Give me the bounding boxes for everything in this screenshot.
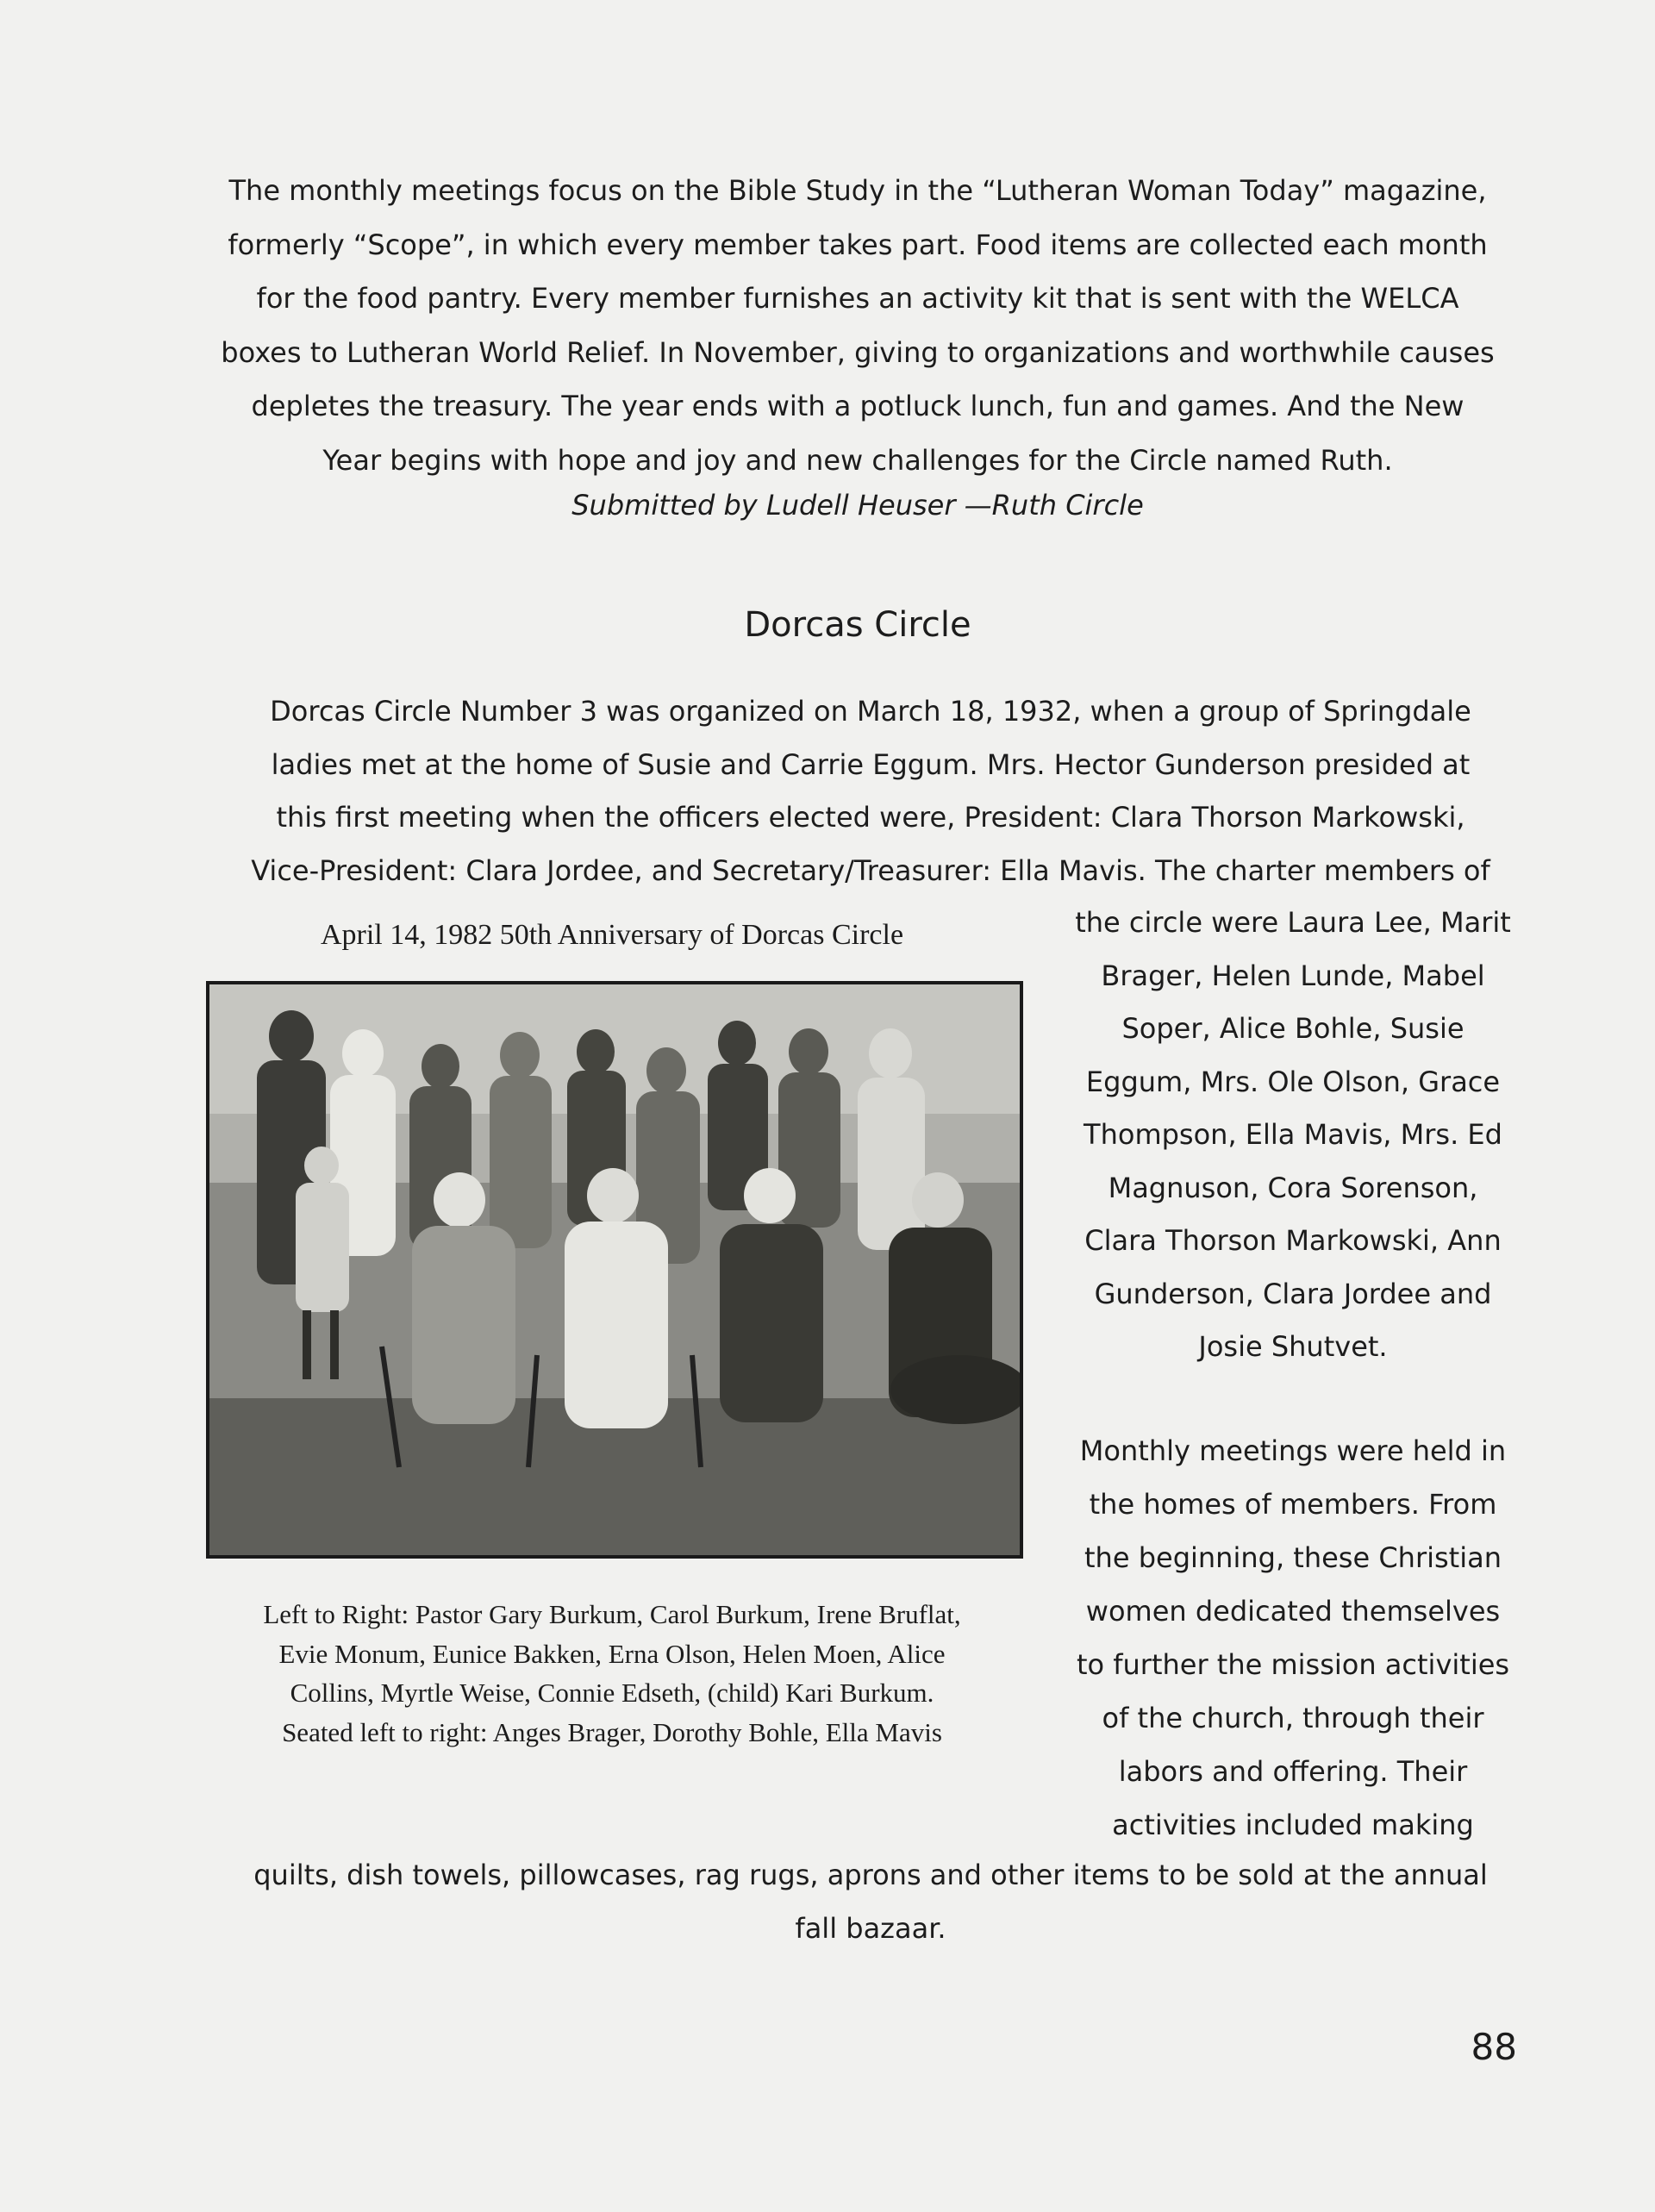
monthly-meetings-paragraph [1060,1424,1526,1852]
group-photograph [206,981,1023,1559]
caption-line: Left to Right: Pastor Gary Burkum, Carol Burkum, Irene Bruflat, [263,1599,961,1629]
paragraph-line: Soper, Alice Bohle, Susie [1121,1012,1465,1045]
charter-members-paragraph [1060,897,1526,1374]
intro-line: The monthly meetings focus on the Bible Study in the “Lutheran Woman Today” magazine, [228,174,1487,207]
caption-line: Seated left to right: Anges Brager, Dorothy Bohle, Ella Mavis [282,1716,942,1747]
paragraph-line: activities included making [1112,1809,1474,1841]
page-number: 88 [1471,2026,1517,2068]
photo-caption [198,1595,1026,1752]
paragraph-line: Josie Shutvet. [1198,1330,1388,1363]
paragraph-line: this first meeting when the officers elected were, President: Clara Thorson Markowski, [276,801,1465,834]
paragraph-line: the circle were Laura Lee, Marit [1075,906,1511,939]
submitted-by-signature: Submitted by Ludell Heuser —Ruth Circle [571,489,1144,522]
paragraph-line: ladies met at the home of Susie and Carrie Eggum. Mrs. Hector Gunderson presided at [271,747,1471,781]
paragraph-line: labors and offering. Their [1118,1755,1468,1788]
paragraph-line: to further the mission activities [1076,1648,1510,1681]
paragraph-line: fall bazaar. [795,1912,946,1945]
intro-line: depletes the treasury. The year ends with a potluck lunch, fun and games. And the New [251,390,1465,422]
paragraph-line: of the church, through their [1102,1702,1484,1734]
paragraph-line: the beginning, these Christian [1084,1541,1502,1574]
paragraph-line: Thompson, Ella Mavis, Mrs. Ed [1084,1118,1502,1151]
intro-line: Year begins with hope and joy and new challenges for the Circle named Ruth. [322,443,1393,477]
photo-title: April 14, 1982 50th Anniversary of Dorcas Circle [320,919,904,951]
monthly-meetings-paragraph-continued [198,1848,1543,1955]
section-title: Dorcas Circle [744,605,971,645]
caption-line: Collins, Myrtle Weise, Connie Edseth, (child) Kari Burkum. [290,1678,934,1708]
intro-line: boxes to Lutheran World Relief. In November, giving to organizations and worthwhile causes [221,335,1495,369]
paragraph-line: women dedicated themselves [1085,1595,1501,1628]
dorcas-paragraph-1 [198,685,1543,897]
paragraph-line: Magnuson, Cora Sorenson, [1108,1171,1478,1204]
paragraph-line: Eggum, Mrs. Ole Olson, Grace [1085,1065,1501,1098]
paragraph-line: Gunderson, Clara Jordee and [1094,1277,1492,1310]
paragraph-line: Clara Thorson Markowski, Ann [1084,1224,1502,1257]
paragraph-line: Dorcas Circle Number 3 was organized on March 18, 1932, when a group of Springdale [270,695,1471,728]
paragraph-line: quilts, dish towels, pillowcases, rag rugs, aprons and other items to be sold at the annual [253,1859,1488,1891]
intro-line: for the food pantry. Every member furnishes an activity kit that is sent with the WELCA [256,282,1459,315]
paragraph-line: Monthly meetings were held in [1079,1434,1507,1467]
intro-paragraph [172,164,1543,487]
paragraph-line: the homes of members. From [1089,1488,1497,1521]
paragraph-line: Brager, Helen Lunde, Mabel [1101,959,1485,992]
intro-line: formerly “Scope”, in which every member takes part. Food items are collected each month [228,228,1488,261]
caption-line: Evie Monum, Eunice Bakken, Erna Olson, Helen Moen, Alice [278,1638,946,1669]
group-photo-illustration [209,984,1020,1555]
paragraph-line: Vice-President: Clara Jordee, and Secretary/Treasurer: Ella Mavis. The charter members of [251,853,1490,887]
